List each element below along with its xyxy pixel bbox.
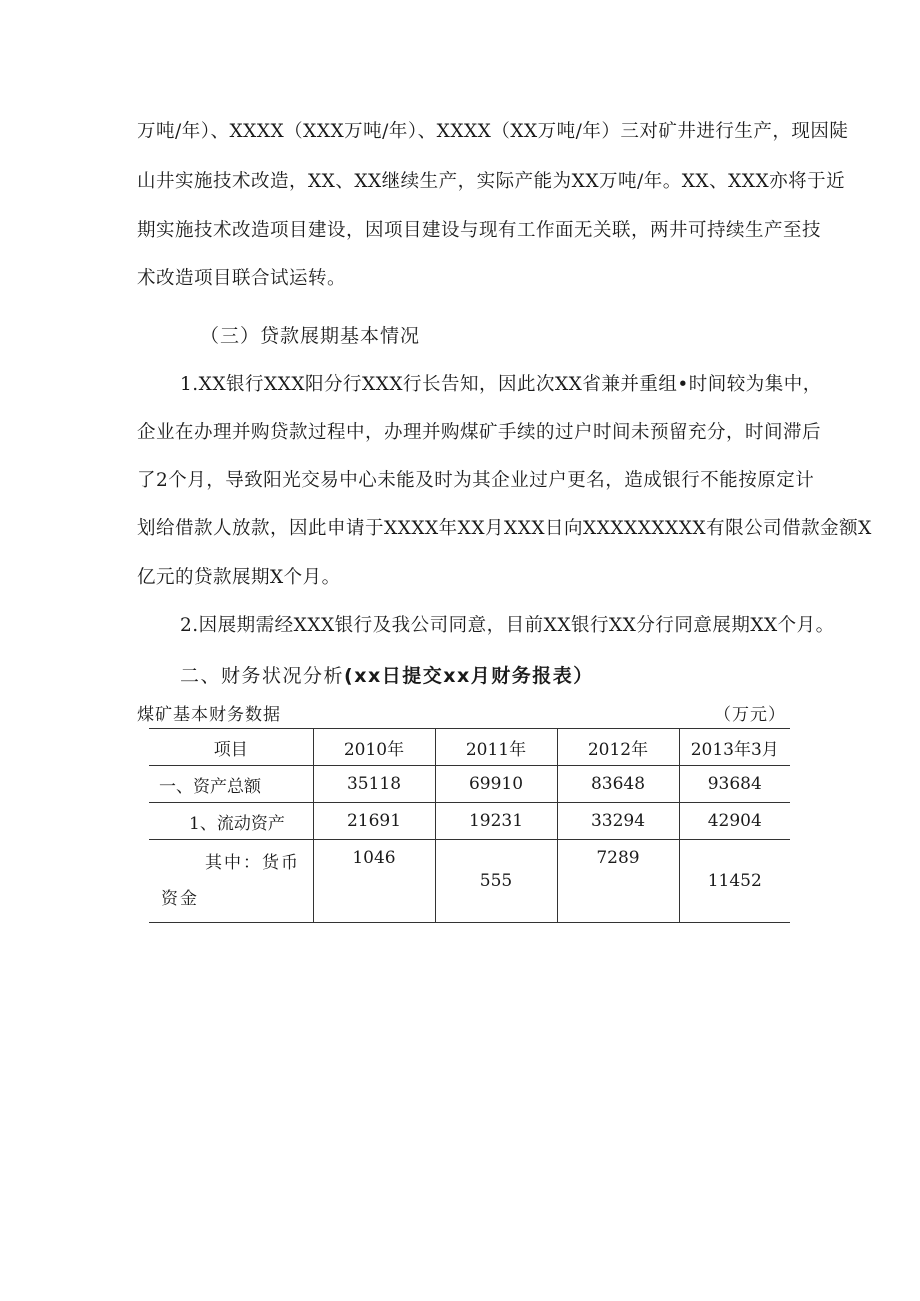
row-label xyxy=(149,840,313,923)
column-header: 2012年 xyxy=(557,729,679,766)
row-label: 1、流动资产 xyxy=(149,803,313,840)
table-cell: 42904 xyxy=(679,803,790,840)
paragraph-line: 划给借款人放款，因此申请于XXXX年XX月XXX日向XXXXXXXXX有限公司借款金额X xyxy=(137,518,872,539)
paragraph-line: 万吨/年）、XXXX（XXX万吨/年）、XXXX（XX万吨/年）三对矿井进行生产，现因陡 xyxy=(137,121,849,142)
table-row xyxy=(149,803,790,840)
paragraph-line: 企业在办理并购贷款过程中，办理并购煤矿手续的过户时间未预留充分，时间滞后 xyxy=(137,422,822,443)
table-cell: 555 xyxy=(435,840,557,923)
table-cell: 83648 xyxy=(557,766,679,803)
paragraph-line: 期实施技术改造项目建设，因项目建设与现有工作面无关联，两井可持续生产至技 xyxy=(137,220,822,241)
table-cell: 19231 xyxy=(435,803,557,840)
column-header: 2011年 xyxy=(435,729,557,766)
column-header: 项目 xyxy=(149,729,313,766)
row-label: 一、资产总额 xyxy=(149,766,313,803)
paragraph-line: 1.XX银行XXX阳分行XXX行长告知，因此次XX省兼并重组•时间较为集中， xyxy=(180,374,822,395)
row-label-line: 其中：货币 xyxy=(205,853,300,873)
table-cell: 7289 xyxy=(557,840,679,923)
paragraph-line: 术改造项目联合试运转。 xyxy=(137,268,347,289)
paragraph-line: 亿元的贷款展期X个月。 xyxy=(137,567,341,588)
table-cell: 93684 xyxy=(679,766,790,803)
section-heading-loan-extension: （三）贷款展期基本情况 xyxy=(200,325,421,347)
heading-sub-text: (xx日提交xx月财务报表） xyxy=(344,665,594,687)
table-cell: 69910 xyxy=(435,766,557,803)
column-header: 2010年 xyxy=(313,729,435,766)
table-unit: （万元） xyxy=(714,705,786,725)
table-caption: 煤矿基本财务数据 xyxy=(137,705,281,725)
heading-main-text: 二、财务状况分析 xyxy=(180,665,345,687)
table-header-row xyxy=(149,729,790,766)
table-cell: 21691 xyxy=(313,803,435,840)
paragraph-line: 山井实施技术改造，XX、XX继续生产，实际产能为XX万吨/年。XX、XXX亦将于近 xyxy=(137,171,846,192)
paragraph-line: 了2个月，导致阳光交易中心未能及时为其企业过户更名，造成银行不能按原定计 xyxy=(137,470,815,491)
financial-data-table xyxy=(149,728,790,923)
table-cell: 1046 xyxy=(313,840,435,923)
table-cell: 33294 xyxy=(557,803,679,840)
column-header: 2013年3月 xyxy=(679,729,790,766)
table-row xyxy=(149,840,790,923)
table-cell: 11452 xyxy=(679,840,790,923)
row-label-line: 资金 xyxy=(161,889,199,909)
table-cell: 35118 xyxy=(313,766,435,803)
paragraph-line: 2.因展期需经XXX银行及我公司同意，目前XX银行XX分行同意展期XX个月。 xyxy=(180,615,835,636)
table-row xyxy=(149,766,790,803)
section-heading-financial-analysis xyxy=(180,664,594,688)
